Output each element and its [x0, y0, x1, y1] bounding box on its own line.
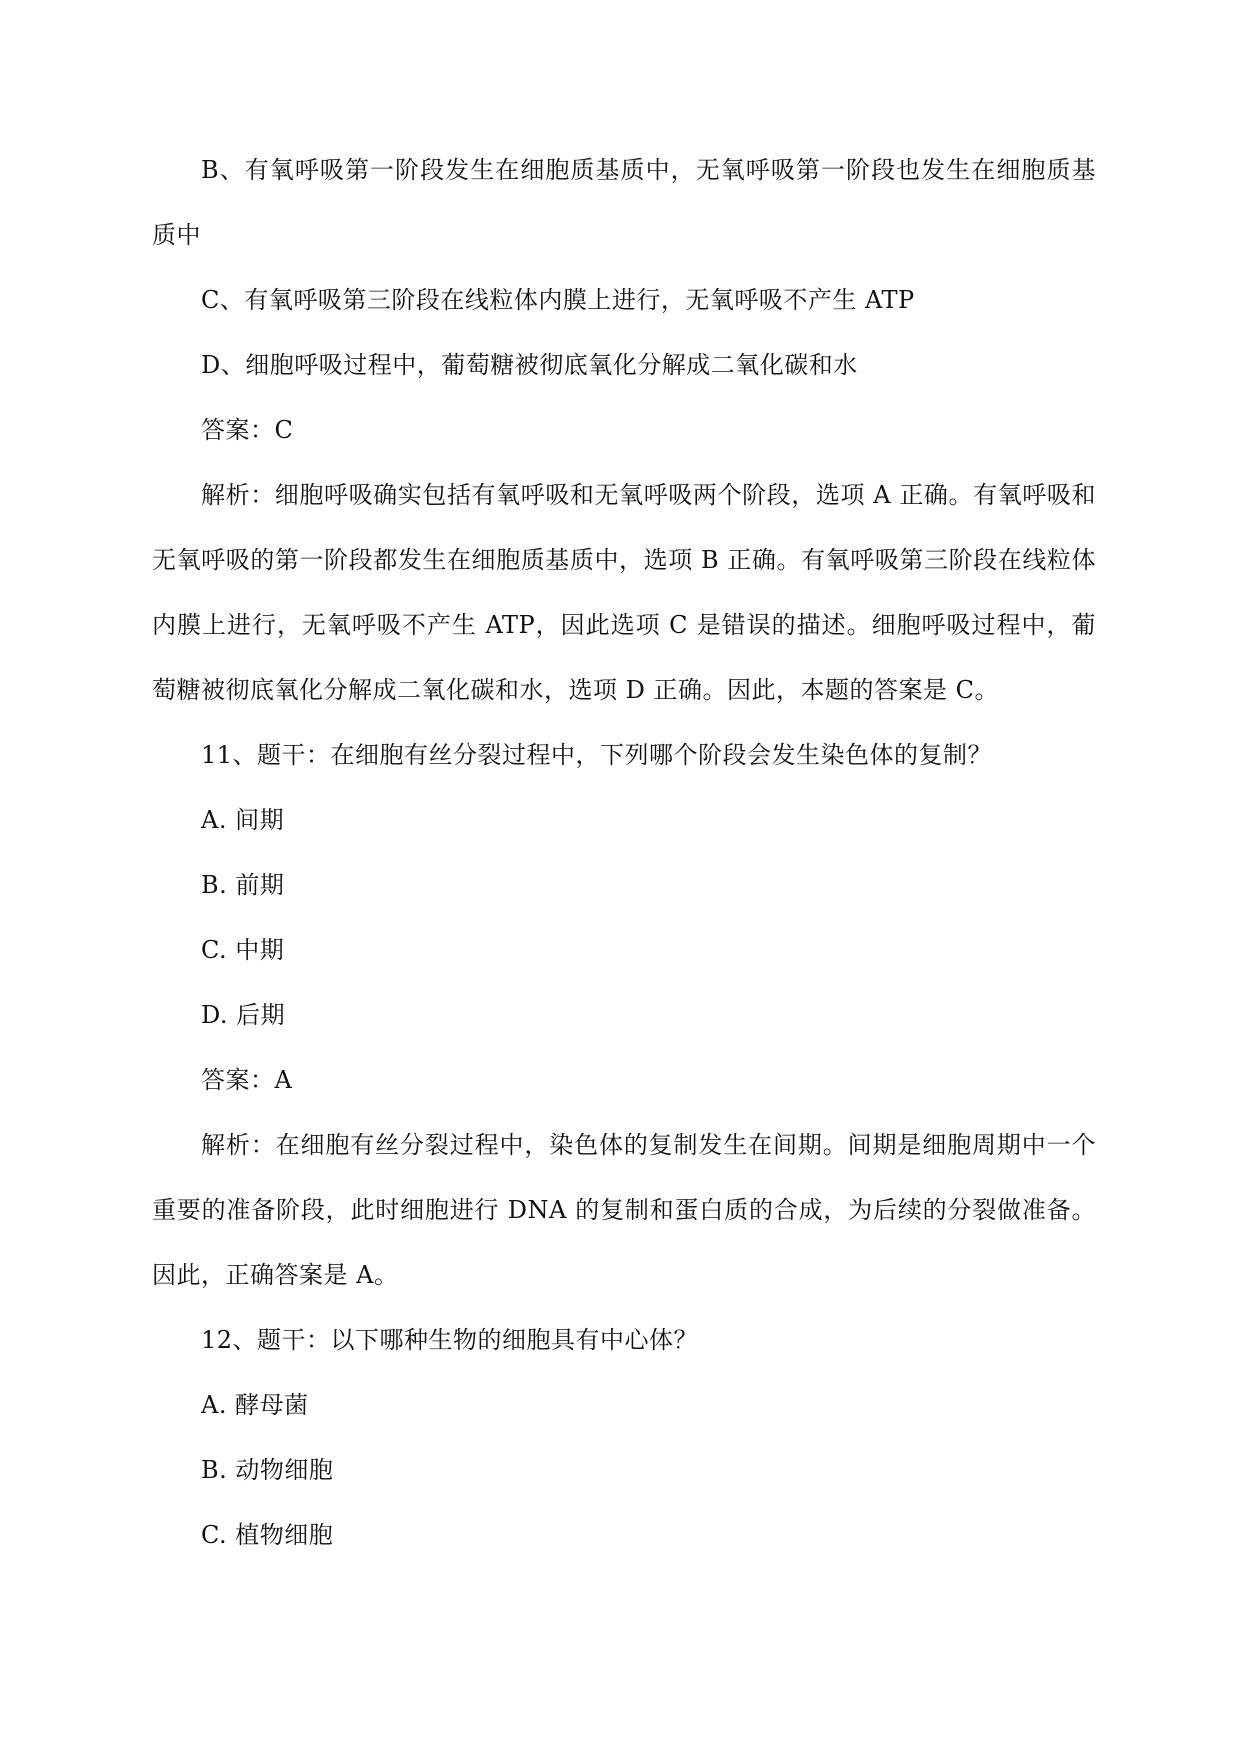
option-b-prev: B、有氧呼吸第一阶段发生在细胞质基质中，无氧呼吸第一阶段也发生在细胞质基质中	[152, 156, 1096, 249]
question-11-option-c: C. 中期	[201, 936, 285, 964]
analysis-prev: 解析：细胞呼吸确实包括有氧呼吸和无氧呼吸两个阶段，选项 A 正确。有氧呼吸和无氧呼吸的第一阶段都发生在细胞质基质中，选项 B 正确。有氧呼吸第三阶段在线粒体内膜上进行，无氧呼吸不产生 ATP，因此选项 C 是错误的描述。细胞呼吸过程中，葡萄糖被彻底氧化分解成二氧化碳和水，选项 D 正确。因此，本题的答案是 C。	[152, 481, 1096, 704]
question-12-option-b: B. 动物细胞	[201, 1456, 334, 1484]
question-11-analysis: 解析：在细胞有丝分裂过程中，染色体的复制发生在间期。间期是细胞周期中一个重要的准备阶段，此时细胞进行 DNA 的复制和蛋白质的合成，为后续的分裂做准备。因此，正确答案是 A。	[152, 1131, 1096, 1289]
question-11-option-a: A. 间期	[201, 806, 285, 834]
question-11-option-b: B. 前期	[201, 871, 285, 899]
question-11-option-d: D. 后期	[201, 1001, 286, 1029]
question-12-stem: 12、题干：以下哪种生物的细胞具有中心体？	[201, 1326, 699, 1354]
answer-prev: 答案：C	[201, 416, 294, 444]
option-c-prev: C、有氧呼吸第三阶段在线粒体内膜上进行，无氧呼吸不产生 ATP	[201, 286, 915, 314]
question-12-option-a: A. 酵母菌	[201, 1391, 309, 1419]
page-content	[152, 138, 1096, 1568]
question-11-answer: 答案：A	[201, 1066, 293, 1094]
option-d-prev: D、细胞呼吸过程中，葡萄糖被彻底氧化分解成二氧化碳和水	[201, 351, 858, 379]
question-12-option-c: C. 植物细胞	[201, 1521, 334, 1549]
question-11-stem: 11、题干：在细胞有丝分裂过程中，下列哪个阶段会发生染色体的复制？	[201, 741, 993, 769]
